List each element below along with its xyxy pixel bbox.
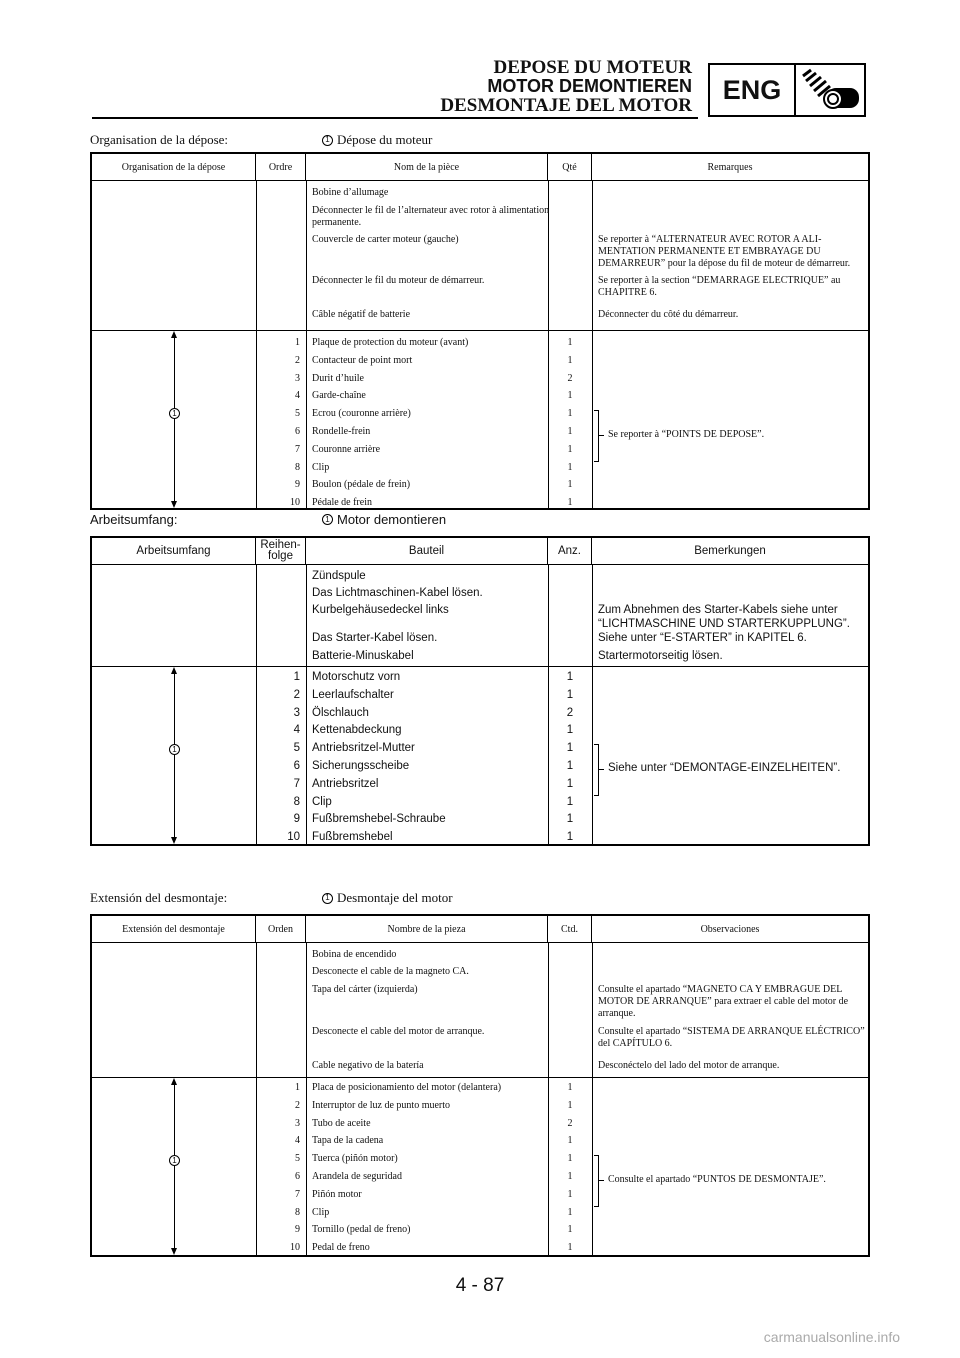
column-header: Nombre de la pieza [306, 916, 548, 942]
quantity: 1 [567, 354, 573, 366]
column-header: Qté [548, 154, 592, 180]
part-name: Câble négatif de batterie [312, 309, 411, 320]
order-number: 4 [295, 390, 300, 402]
section-heading-group [322, 890, 453, 906]
remark: Se reporter à “ALTERNATEUR AVEC ROTOR A ALI-MENTATION PERMANENTE ET EMBRAYAGE DU DEMARREUR” pour la dépose du fil de moteur de démarreur. [598, 234, 851, 269]
quantity: 2 [567, 1117, 573, 1129]
quantity: 1 [567, 337, 573, 348]
quantity: 1 [567, 1206, 573, 1218]
order-number: 5 [295, 408, 300, 420]
preparation-block [92, 565, 868, 667]
part-name: Clip [312, 795, 332, 808]
quantity: 2 [566, 706, 574, 719]
order-number: 1 [295, 1082, 300, 1093]
column-header: Nom de la pièce [306, 154, 548, 180]
section-heading-label: Arbeitsumfang: [90, 512, 178, 527]
order-number: 8 [293, 795, 300, 808]
section-heading-text: Dépose du moteur [337, 132, 433, 147]
section-heading-group [322, 512, 446, 527]
order-number: 7 [295, 443, 300, 455]
order-number: 4 [293, 724, 300, 737]
quantity: 1 [567, 1099, 573, 1111]
eng-badge-label: ENG [710, 65, 796, 115]
quantity: 1 [567, 1135, 573, 1147]
disassembly-table [90, 914, 870, 1257]
items-block [92, 331, 868, 508]
column-header: Orden [256, 916, 306, 942]
quantity: 1 [566, 760, 574, 772]
disassembly-table [90, 536, 870, 846]
quantity: 1 [566, 742, 574, 755]
part-name: Sicherungsscheibe [312, 760, 410, 772]
part-name: Bobine d’allumage [312, 187, 389, 198]
remark: Siehe unter “E-STARTER” in KAPITEL 6. [598, 632, 807, 644]
eng-chapter-badge [708, 63, 866, 117]
quantity: 1 [566, 688, 574, 701]
part-name: Batterie-Minuskabel [312, 650, 414, 662]
preparation-block [92, 943, 868, 1078]
part-name: Clip [312, 461, 330, 473]
part-name: Leerlaufschalter [312, 688, 394, 701]
order-number: 10 [290, 1242, 300, 1254]
bracket-tick [598, 435, 604, 436]
part-name: Das Starter-Kabel lösen. [312, 632, 438, 644]
quantity: 1 [567, 443, 573, 455]
part-name: Contacteur de point mort [312, 354, 413, 366]
part-name: Motorschutz vorn [312, 671, 401, 683]
part-name: Pedal de freno [312, 1242, 370, 1254]
part-name: Garde-chaîne [312, 390, 366, 402]
column-header: Organisation de la dépose [92, 154, 256, 180]
part-name: Antriebsritzel-Mutter [312, 742, 415, 755]
section-heading-text: Desmontaje del motor [337, 890, 453, 905]
remark: Zum Abnehmen des Starter-Kabels siehe unter “LICHTMASCHINE UND STARTERKUPPLUNG”. [598, 604, 850, 630]
title-german: MOTOR DEMONTIEREN [487, 76, 692, 96]
part-name: Déconnecter le fil de l’alternateur avec rotor à alimentation permanente. [312, 205, 550, 228]
part-name: Interruptor de luz de punto muerto [312, 1099, 451, 1111]
remark: Déconnecter du côté du démarreur. [598, 309, 739, 320]
quantity: 1 [566, 671, 574, 683]
part-name: Couronne arrière [312, 443, 381, 455]
part-name: Clip [312, 1206, 330, 1218]
arrow-down-icon [171, 837, 177, 844]
order-number: 2 [295, 1099, 300, 1111]
quantity: 1 [566, 795, 574, 808]
remark: Desconéctelo del lado del motor de arranque. [598, 1060, 780, 1071]
quantity: 1 [567, 1153, 573, 1165]
section-heading-text: Motor demontieren [337, 512, 447, 527]
quantity: 1 [566, 777, 574, 790]
bracket-note: Se reporter à “POINTS DE DEPOSE”. [608, 428, 765, 440]
part-name: Plaque de protection du moteur (avant) [312, 337, 469, 348]
order-number: 6 [295, 426, 300, 437]
order-number: 8 [295, 461, 300, 473]
order-number: 2 [293, 688, 300, 701]
section-heading [90, 890, 870, 908]
order-number: 10 [290, 497, 300, 509]
bracket-tick [598, 1180, 604, 1181]
part-name: Antriebsritzel [312, 777, 379, 790]
section-heading-label: Organisation de la dépose: [90, 132, 229, 147]
bracket-note: Consulte el apartado “PUNTOS DE DESMONTAJE”. [608, 1173, 826, 1185]
part-name: Boulon (pédale de frein) [312, 479, 411, 491]
items-block [92, 1078, 868, 1255]
section-heading [90, 512, 870, 530]
part-name: Tuerca (piñón motor) [312, 1153, 398, 1165]
order-number: 3 [295, 372, 300, 384]
header-rule [92, 117, 698, 119]
quantity: 1 [566, 724, 574, 737]
group-range-line [174, 671, 175, 840]
title-spanish: DESMONTAJE DEL MOTOR [440, 95, 692, 116]
order-number: 1 [293, 671, 300, 683]
column-header: Observaciones [700, 923, 760, 935]
group-marker-icon: 1 [169, 1155, 180, 1166]
arrow-up-icon [171, 331, 177, 338]
part-name: Tubo de aceite [312, 1117, 371, 1129]
order-number: 10 [287, 831, 300, 844]
part-name: Déconnecter le fil du moteur de démarreur. [312, 275, 485, 286]
order-number: 6 [295, 1171, 300, 1182]
column-header: Remarques [707, 161, 753, 173]
quantity: 1 [566, 831, 574, 844]
order-number: 9 [293, 813, 300, 826]
part-name: Desconecte el cable del motor de arranque. [312, 1026, 485, 1037]
order-number: 1 [295, 337, 300, 348]
order-number: 7 [293, 777, 300, 790]
part-name: Das Lichtmaschinen-Kabel lösen. [312, 587, 483, 599]
arrow-up-icon [171, 1078, 177, 1085]
arrow-up-icon [171, 667, 177, 674]
quantity: 1 [567, 1082, 573, 1093]
circled-number-icon: 1 [322, 135, 333, 146]
order-number: 3 [293, 706, 300, 719]
remark: Consulte el apartado “SISTEMA DE ARRANQUE ELÉCTRICO” del CAPÍTULO 6. [598, 1026, 865, 1049]
section-heading [90, 132, 870, 150]
column-header: Ordre [256, 154, 306, 180]
section-heading-group [322, 132, 432, 148]
quantity: 1 [567, 1224, 573, 1236]
order-number: 5 [295, 1153, 300, 1165]
part-name: Desconecte el cable de la magneto CA. [312, 966, 469, 977]
title-french: DEPOSE DU MOTEUR [493, 57, 692, 78]
part-name: Kettenabdeckung [312, 724, 402, 737]
part-name: Pédale de frein [312, 497, 372, 509]
disassembly-table [90, 152, 870, 510]
part-name: Placa de posicionamiento del motor (delantera) [312, 1082, 502, 1093]
quantity: 1 [567, 479, 573, 491]
part-name: Couvercle de carter moteur (gauche) [312, 234, 459, 245]
column-header: Ctd. [548, 916, 592, 942]
part-name: Cable negativo de la batería [312, 1060, 424, 1071]
quantity: 1 [567, 461, 573, 473]
circled-number-icon: 1 [322, 893, 333, 904]
order-number: 9 [295, 479, 300, 491]
part-name: Arandela de seguridad [312, 1171, 402, 1182]
table-header [92, 916, 868, 943]
quantity: 1 [567, 497, 573, 509]
column-header: Bauteil [306, 538, 548, 564]
arrow-down-icon [171, 1248, 177, 1255]
quantity: 1 [566, 813, 574, 826]
part-name: Tapa de la cadena [312, 1135, 384, 1147]
order-number: 9 [295, 1224, 300, 1236]
items-block [92, 667, 868, 844]
order-number: 7 [295, 1188, 300, 1200]
order-number: 4 [295, 1135, 300, 1147]
quantity: 1 [567, 1171, 573, 1182]
circled-number-icon: 1 [322, 514, 333, 525]
column-header: Anz. [548, 538, 592, 564]
table-header [92, 154, 868, 181]
column-header: Arbeitsumfang [92, 538, 256, 564]
group-marker-icon: 1 [169, 744, 180, 755]
order-number: 5 [293, 742, 300, 755]
quantity: 1 [567, 390, 573, 402]
column-header: Bemerkungen [694, 544, 766, 557]
quantity: 1 [567, 1242, 573, 1254]
page-header-titles [440, 58, 692, 115]
order-number: 6 [293, 760, 300, 772]
quantity: 1 [567, 408, 573, 420]
preparation-block [92, 181, 868, 331]
page-number: 4 - 87 [455, 1275, 505, 1296]
remark: Se reporter à la section “DEMARRAGE ELECTRIQUE” au CHAPITRE 6. [598, 275, 841, 298]
bracket-tick [598, 769, 604, 770]
table-header [92, 538, 868, 565]
part-name: Tornillo (pedal de freno) [312, 1224, 411, 1236]
part-name: Fußbremshebel [312, 831, 393, 844]
order-number: 8 [295, 1206, 300, 1218]
group-marker-icon: 1 [169, 408, 180, 419]
part-name: Ecrou (couronne arrière) [312, 408, 411, 420]
part-name: Fußbremshebel-Schraube [312, 813, 446, 826]
group-range-line [174, 335, 175, 504]
part-name: Piñón motor [312, 1188, 362, 1200]
arrow-down-icon [171, 501, 177, 508]
order-number: 3 [295, 1117, 300, 1129]
quantity: 1 [567, 426, 573, 437]
section-heading-label: Extensión del desmontaje: [90, 890, 228, 905]
part-name: Bobina de encendido [312, 949, 397, 960]
quantity: 2 [567, 372, 573, 384]
remark: Consulte el apartado “MAGNETO CA Y EMBRAGUE DEL MOTOR DE ARRANQUE” para extraer el cable del motor de arranque. [598, 984, 849, 1019]
part-name: Kurbelgehäusedeckel links [312, 604, 449, 616]
engine-spring-icon [796, 65, 864, 115]
column-header: Extensión del desmontaje [92, 916, 256, 942]
column-header: Reihen-folge [256, 538, 306, 564]
part-name: Tapa del cárter (izquierda) [312, 984, 418, 995]
part-name: Ölschlauch [312, 706, 369, 719]
bracket-note: Siehe unter “DEMONTAGE-EINZELHEITEN”. [608, 762, 841, 775]
part-name: Durit d’huile [312, 372, 364, 384]
remark: Startermotorseitig lösen. [598, 650, 723, 662]
group-range-line [174, 1082, 175, 1251]
watermark: carmanualsonline.info [763, 1329, 900, 1345]
part-name: Zündspule [312, 570, 366, 582]
quantity: 1 [567, 1188, 573, 1200]
order-number: 2 [295, 354, 300, 366]
part-name: Rondelle-frein [312, 426, 371, 437]
